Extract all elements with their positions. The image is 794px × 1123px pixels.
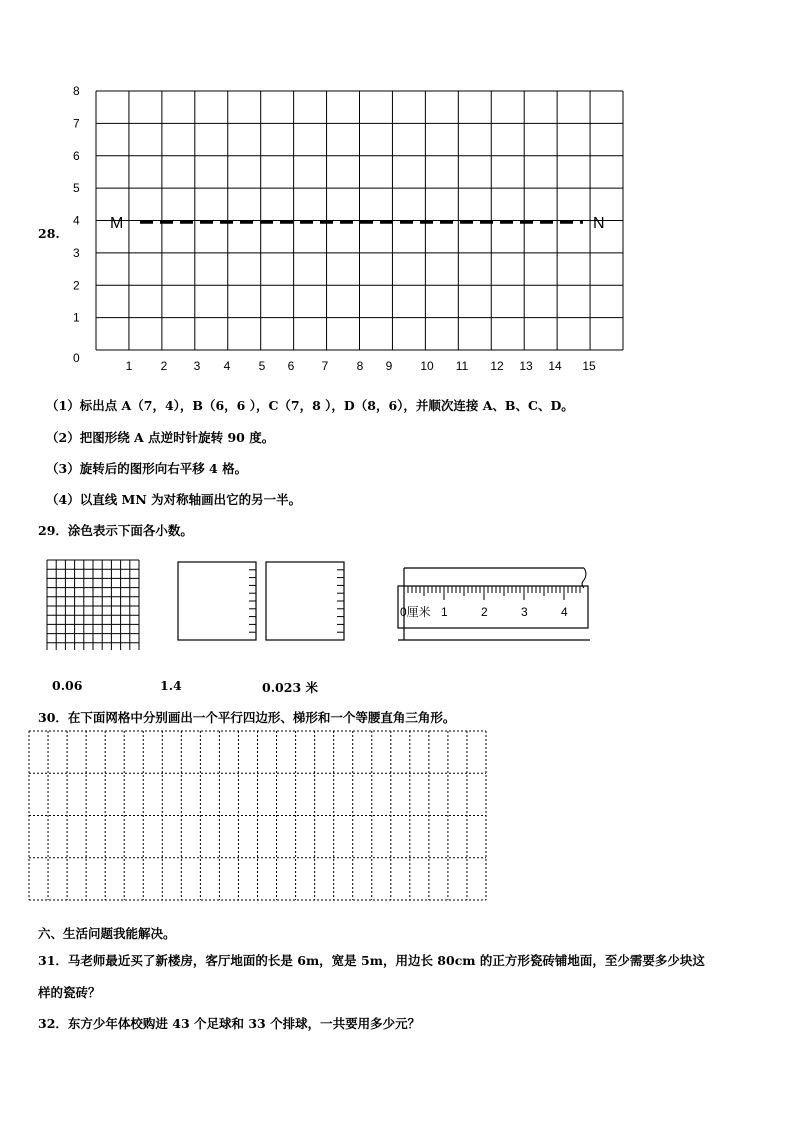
label-1-4: 1.4 bbox=[160, 678, 182, 693]
y-label-3: 3 bbox=[73, 245, 80, 260]
x-label-15: 15 bbox=[582, 359, 596, 373]
q29-figures bbox=[0, 550, 794, 650]
label-0-06: 0.06 bbox=[52, 678, 83, 693]
hundred-square-grid bbox=[47, 560, 139, 650]
x-label-4: 4 bbox=[223, 359, 231, 373]
question-32: 32．东方少年体校购进 43 个足球和 33 个排球，一共要用多少元？ bbox=[38, 1016, 421, 1031]
y-label-8: 8 bbox=[73, 84, 80, 98]
x-label-1: 1 bbox=[125, 359, 133, 373]
y-label-5: 5 bbox=[73, 181, 80, 196]
x-label-14: 14 bbox=[548, 359, 562, 373]
x-label-7: 7 bbox=[321, 359, 329, 373]
x-label-9: 9 bbox=[385, 359, 393, 373]
x-label-13: 13 bbox=[519, 359, 533, 373]
x-label-2: 2 bbox=[160, 359, 168, 373]
square-1-ticks bbox=[249, 570, 256, 632]
x-label-5: 5 bbox=[258, 359, 266, 373]
ruler-mark-4: 4 bbox=[561, 605, 568, 619]
y-label-1: 1 bbox=[73, 310, 80, 325]
ruler-mark-1: 1 bbox=[441, 605, 448, 619]
section-6-title: 六、生活问题我能解决。 bbox=[38, 926, 176, 941]
dotted-grid bbox=[0, 725, 794, 905]
ruler-mark-2: 2 bbox=[481, 605, 488, 619]
square-2 bbox=[266, 562, 344, 640]
y-label-6: 6 bbox=[73, 148, 80, 163]
label-0-023m: 0.023 米 bbox=[262, 680, 318, 695]
ruler-ticks bbox=[404, 586, 580, 600]
question-28-number: 28. bbox=[38, 226, 60, 241]
square-1 bbox=[178, 562, 256, 640]
question-31-line-1: 31．马老师最近买了新楼房，客厅地面的长是 6m，宽是 5m，用边长 80cm 的正方形瓷砖铺地面，至少需要多少块这 bbox=[38, 953, 705, 968]
x-label-6: 6 bbox=[287, 359, 295, 373]
y-label-4: 4 bbox=[73, 213, 80, 228]
x-label-12: 12 bbox=[490, 359, 504, 373]
y-label-7: 7 bbox=[73, 116, 80, 131]
y-label-0: 0 bbox=[73, 351, 80, 365]
task-4: （4）以直线 MN 为对称轴画出它的另一半。 bbox=[46, 492, 302, 507]
x-label-8: 8 bbox=[356, 359, 364, 373]
task-3: （3）旋转后的图形向右平移 4 格。 bbox=[46, 461, 248, 476]
y-label-2: 2 bbox=[73, 278, 80, 293]
ruler-unit-label: 0厘米 bbox=[400, 605, 431, 619]
square-2-ticks bbox=[337, 570, 344, 632]
x-axis-labels bbox=[126, 359, 596, 373]
y-axis-labels bbox=[73, 84, 80, 365]
point-n-label: N bbox=[593, 215, 605, 232]
point-m-label: M bbox=[110, 215, 124, 232]
task-2: （2）把图形绕 A 点逆时针旋转 90 度。 bbox=[46, 430, 275, 445]
question-31-line-2: 样的瓷砖？ bbox=[38, 985, 101, 1000]
ruler-mark-3: 3 bbox=[521, 605, 528, 619]
task-1: （1）标出点 A（7，4），B（6，6 ），C（7，8 ），D（8，6），并顺次连接 A、B、C、D。 bbox=[46, 398, 574, 413]
x-label-10: 10 bbox=[420, 359, 434, 373]
ruler bbox=[398, 568, 590, 640]
question-29-title: 29．涂色表示下面各小数。 bbox=[38, 523, 193, 538]
question-30-title: 30．在下面网格中分别画出一个平行四边形、梯形和一个等腰直角三角形。 bbox=[38, 710, 456, 725]
coordinate-grid bbox=[0, 0, 794, 380]
x-label-3: 3 bbox=[193, 359, 201, 373]
x-label-11: 11 bbox=[455, 359, 469, 373]
